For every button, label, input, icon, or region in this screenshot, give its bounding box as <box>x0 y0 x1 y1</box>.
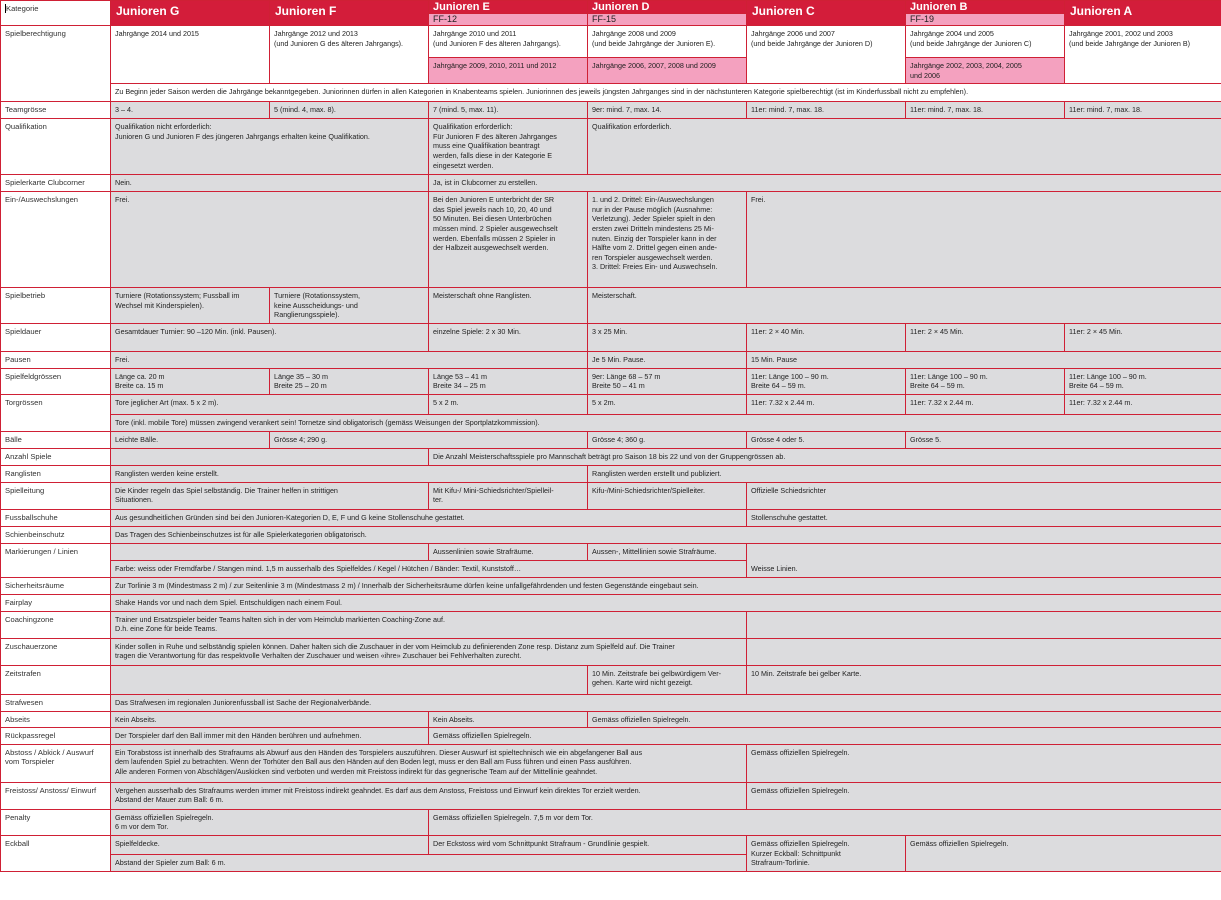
header-junioren-e: Junioren E <box>429 1 588 14</box>
spielberechtigung-b-ff: Jahrgänge 2002, 2003, 2004, 2005 und 2006 <box>906 58 1065 84</box>
markierungen-gd: Farbe: weiss oder Fremdfarbe / Stangen mind. 1,5 m ausserhalb des Spielfeldes / Kegel / Hütchen / Bänder: Textil, Kunststoff… <box>111 560 747 577</box>
torgroessen-note: Tore (inkl. mobile Tore) müssen zwingend verankert sein! Tornetze sind obligatorisch (gemäss Weisungen der Sportplatzkommission). <box>111 414 1221 431</box>
row-label-feldgroessen: Spielfeldgrössen <box>1 368 111 394</box>
spielbetrieb-e: Meisterschaft ohne Ranglisten. <box>429 288 588 324</box>
header-ff19: FF-19 <box>906 14 1065 26</box>
feldgroessen-e: Länge 53 – 41 m Breite 34 – 25 m <box>429 368 588 394</box>
spielbetrieb-g: Turniere (Rotationssystem; Fussball im Wechsel mit Kinderspielen). <box>111 288 270 324</box>
spieldauer-c: 11er: 2 × 40 Min. <box>747 324 906 352</box>
rueckpass-gf: Der Torspieler darf den Ball immer mit den Händen berühren und aufnehmen. <box>111 728 429 745</box>
wechsel-gf: Frei. <box>111 192 429 288</box>
row-label-pausen: Pausen <box>1 352 111 369</box>
qualifikation-da: Qualifikation erforderlich. <box>588 119 1221 175</box>
header-junioren-f: Junioren F <box>270 1 429 26</box>
spielbetrieb-f: Turniere (Rotationssystem, keine Ausscheidungs- und Ranglierungsspiele). <box>270 288 429 324</box>
row-label-wechsel: Ein-/Auswechslungen <box>1 192 111 288</box>
baelle-d: Grösse 4; 360 g. <box>588 431 747 448</box>
sicherheit-all: Zur Torlinie 3 m (Mindestmass 2 m) / zur Seitenlinie 3 m (Mindestmass 2 m) / Innerhalb der Sicherheitsräume dürfen keine unfallgefährdenden und festen Gegenstände eingebaut sein. <box>111 577 1221 594</box>
spieldauer-gf: Gesamtdauer Turnier: 90 –120 Min. (inkl. Pausen). <box>111 324 429 352</box>
zeitstrafen-ca: 10 Min. Zeitstrafe bei gelber Karte. <box>747 665 1221 694</box>
penalty-gf: Gemäss offiziellen Spielregeln. 6 m vor dem Tor. <box>111 809 429 835</box>
row-label-strafwesen: Strafwesen <box>1 694 111 711</box>
torgroessen-d: 5 x 2m. <box>588 394 747 414</box>
feldgroessen-b: 11er: Länge 100 – 90 m. Breite 64 – 59 m. <box>906 368 1065 394</box>
feldgroessen-a: 11er: Länge 100 – 90 m. Breite 64 – 59 m. <box>1065 368 1221 394</box>
row-label-torgroessen: Torgrössen <box>1 394 111 431</box>
row-label-kategorie: Kategorie <box>1 1 111 26</box>
row-label-ranglisten: Ranglisten <box>1 465 111 482</box>
pausen-ge: Frei. <box>111 352 588 369</box>
spielberechtigung-f: Jahrgänge 2012 und 2013 (und Junioren G des älteren Jahrgangs). <box>270 26 429 84</box>
spielberechtigung-e: Jahrgänge 2010 und 2011 (und Junioren F des älteren Jahrgangs). <box>429 26 588 58</box>
baelle-fe: Grösse 4; 290 g. <box>270 431 588 448</box>
row-label-freistoss: Freistoss/ Anstoss/ Einwurf <box>1 782 111 809</box>
eckball-gf: Spielfeldecke. <box>111 835 429 854</box>
eckball-c: Gemäss offiziellen Spielregeln. Kurzer Eckball: Schnittpunkt Strafraum-Torlinie. <box>747 835 906 871</box>
spielleitung-e: Mit Kifu-/ Mini-Schiedsrichter/Spielleil- ter. <box>429 482 588 509</box>
qualifikation-gf: Qualifikation nicht erforderlich: Junioren G und Junioren F des jüngeren Jahrgangs erhalten keine Qualifikation. <box>111 119 429 175</box>
spielleitung-ca: Offizielle Schiedsrichter <box>747 482 1221 509</box>
spieldauer-a: 11er: 2 × 45 Min. <box>1065 324 1221 352</box>
header-junioren-c: Junioren C <box>747 1 906 26</box>
markierungen-e: Aussenlinien sowie Strafräume. <box>429 543 588 560</box>
ranglisten-da: Ranglisten werden erstellt und publiziert. <box>588 465 1221 482</box>
feldgroessen-d: 9er: Länge 68 – 57 m Breite 50 – 41 m <box>588 368 747 394</box>
spielberechtigung-d: Jahrgänge 2008 und 2009 (und beide Jahrgänge der Junioren E). <box>588 26 747 58</box>
baelle-c: Grösse 4 oder 5. <box>747 431 906 448</box>
markierungen-ca: Weisse Linien. <box>747 543 1221 577</box>
zeitstrafen-d: 10 Min. Zeitstrafe bei gelbwürdigem Ver- gehen. Karte wird nicht gezeigt. <box>588 665 747 694</box>
header-ff12: FF-12 <box>429 14 588 26</box>
pausen-ca: 15 Min. Pause <box>747 352 1221 369</box>
row-label-zeitstrafen: Zeitstrafen <box>1 665 111 694</box>
torgroessen-c: 11er: 7.32 x 2.44 m. <box>747 394 906 414</box>
row-label-rueckpass: Rückpassregel <box>1 728 111 745</box>
anzahl-ea: Die Anzahl Meisterschaftsspiele pro Mannschaft beträgt pro Saison 18 bis 22 und von der Gruppengrössen ab. <box>429 448 1221 465</box>
eckball-ed: Der Eckstoss wird vom Schnittpunkt Strafraum - Grundlinie gespielt. <box>429 835 747 854</box>
schuhe-ca: Stollenschuhe gestattet. <box>747 509 1221 526</box>
row-label-spieldauer: Spieldauer <box>1 324 111 352</box>
abseits-da: Gemäss offiziellen Spielregeln. <box>588 711 1221 728</box>
spielberechtigung-c: Jahrgänge 2006 und 2007 (und beide Jahrgänge der Junioren D) <box>747 26 906 84</box>
header-junioren-a: Junioren A <box>1065 1 1221 26</box>
row-label-eckball: Eckball <box>1 835 111 871</box>
spielberechtigung-d-ff: Jahrgänge 2006, 2007, 2008 und 2009 <box>588 58 747 84</box>
strafwesen-all: Das Strafwesen im regionalen Juniorenfussball ist Sache der Regionalverbände. <box>111 694 1221 711</box>
pausen-d: Je 5 Min. Pause. <box>588 352 747 369</box>
freistoss-ca: Gemäss offiziellen Spielregeln. <box>747 782 1221 809</box>
spielleitung-gf: Die Kinder regeln das Spiel selbständig. Die Trainer helfen in strittigen Situationen. <box>111 482 429 509</box>
schoner-all: Das Tragen des Schienbeinschutzes ist für alle Spielerkategorien obligatorisch. <box>111 526 1221 543</box>
spieldauer-d: 3 x 25 Min. <box>588 324 747 352</box>
torgroessen-a: 11er: 7.32 x 2.44 m. <box>1065 394 1221 414</box>
row-label-markierungen: Markierungen / Linien <box>1 543 111 577</box>
spielerkarte-ea: Ja, ist in Clubcorner zu erstellen. <box>429 175 1221 192</box>
row-label-coaching: Coachingzone <box>1 611 111 638</box>
row-label-schuhe: Fussballschuhe <box>1 509 111 526</box>
spielleitung-d: Kifu-/Mini-Schiedsrichter/Spielleiter. <box>588 482 747 509</box>
spieldauer-b: 11er: 2 × 45 Min. <box>906 324 1065 352</box>
anzahl-gf <box>111 448 429 465</box>
feldgroessen-f: Länge 35 – 30 m Breite 25 – 20 m <box>270 368 429 394</box>
abstoss-ca: Gemäss offiziellen Spielregeln. <box>747 744 1221 782</box>
row-label-spielberechtigung: Spielberechtigung <box>1 26 111 102</box>
feldgroessen-g: Länge ca. 20 m Breite ca. 15 m <box>111 368 270 394</box>
teamgroesse-d: 9er: mind. 7, max. 14. <box>588 102 747 119</box>
header-ff15: FF-15 <box>588 14 747 26</box>
teamgroesse-g: 3 – 4. <box>111 102 270 119</box>
row-label-sicherheit: Sicherheitsräume <box>1 577 111 594</box>
eckball-note: Abstand der Spieler zum Ball: 6 m. <box>111 854 747 871</box>
row-label-spielleitung: Spielleitung <box>1 482 111 509</box>
teamgroesse-b: 11er: mind. 7, max. 18. <box>906 102 1065 119</box>
penalty-ea: Gemäss offiziellen Spielregeln. 7,5 m vor dem Tor. <box>429 809 1221 835</box>
teamgroesse-a: 11er: mind. 7, max. 18. <box>1065 102 1221 119</box>
torgroessen-b: 11er: 7.32 x 2.44 m. <box>906 394 1065 414</box>
torgroessen-gf: Tore jeglicher Art (max. 5 x 2 m). <box>111 394 429 414</box>
zuschauer-gd: Kinder sollen in Ruhe und selbständig spielen können. Daher halten sich die Zuschauer in der vom Heimclub zu definierenden Zone resp. Distanz zum Spielfeld auf. Die Trainer tragen die Verantwortung für das respektvolle Verhalten der Zuschauer und weisen «ihre» Zuschauer bei Fehlverhalten zurecht. <box>111 638 747 665</box>
spielberechtigung-a: Jahrgänge 2001, 2002 und 2003 (und beide Jahrgänge der Junioren B) <box>1065 26 1221 84</box>
qualifikation-e: Qualifikation erforderlich: Für Junioren F des älteren Jahrganges muss eine Qualifikation beantragt werden, falls diese in der Kategorie E eingesetzt werden. <box>429 119 588 175</box>
spielberechtigung-note: Zu Beginn jeder Saison werden die Jahrgänge bekanntgegeben. Juniorinnen dürfen in allen Kategorien in Knabenteams spielen. Juniorinnen des jeweils jüngsten Jahrganges sind in der nächstunteren Kategorie spielberechtigt (ist im Kinderfussball nicht zu empfehlen). <box>111 84 1221 102</box>
row-label-zuschauer: Zuschauerzone <box>1 638 111 665</box>
wechsel-d: 1. und 2. Drittel: Ein-/Auswechslungen nur in der Pause möglich (Ausnahme: Verletzung). Jeder Spieler spielt in den ersten zwei Dritteln mindestens 25 Mi- nuten. Einzig der Torspieler kann in der Hälfte vom 2. Drittel gegen einen ande- ren Torspieler ausgewechselt werden. 3. Drittel: Freies Ein- und Auswechseln. <box>588 192 747 288</box>
abstoss-gd: Ein Torabstoss ist innerhalb des Strafraums als Abwurf aus den Händen des Torspielers auszuführen. Dieser Auswurf ist spieltechnisch wie ein abgefangener Ball aus dem laufenden Spiel zu betrachten. Wenn der Torhüter den Ball aus den Händen auf den Boden legt, muss er den Ball am Fuss führen und einen Pass ausführen. Alle anderen Formen von Abschlägen/Auskicken sind verboten und werden mit Freistoss indirekt für das gegnerische Team auf der Mittellinie geahndet. <box>111 744 747 782</box>
header-junioren-b: Junioren B <box>906 1 1065 14</box>
torgroessen-e: 5 x 2 m. <box>429 394 588 414</box>
zeitstrafen-ge <box>111 665 588 694</box>
eckball-ba: Gemäss offiziellen Spielregeln. <box>906 835 1221 871</box>
row-label-spielerkarte: Spielerkarte Clubcorner <box>1 175 111 192</box>
spielberechtigung-e-ff: Jahrgänge 2009, 2010, 2011 und 2012 <box>429 58 588 84</box>
teamgroesse-e: 7 (mind. 5, max. 11). <box>429 102 588 119</box>
markierungen-gf <box>111 543 429 560</box>
row-label-spielbetrieb: Spielbetrieb <box>1 288 111 324</box>
zuschauer-ca <box>747 638 1221 665</box>
header-junioren-d: Junioren D <box>588 1 747 14</box>
spieldauer-e: einzelne Spiele: 2 x 30 Min. <box>429 324 588 352</box>
ranglisten-ge: Ranglisten werden keine erstellt. <box>111 465 588 482</box>
coaching-ca <box>747 611 1221 638</box>
row-label-teamgroesse: Teamgrösse <box>1 102 111 119</box>
spielerkarte-gf: Nein. <box>111 175 429 192</box>
freistoss-gd: Vergehen ausserhalb des Strafraums werden immer mit Freistoss indirekt geahndet. Es darf aus dem Anstoss, Freistoss und Einwurf kein direktes Tor erzielt werden. Abstand der Mauer zum Ball: 6 m. <box>111 782 747 809</box>
spielbetrieb-da: Meisterschaft. <box>588 288 1221 324</box>
rueckpass-ea: Gemäss offiziellen Spielregeln. <box>429 728 1221 745</box>
row-label-schoner: Schienbeinschutz <box>1 526 111 543</box>
wechsel-ca: Frei. <box>747 192 1221 288</box>
row-label-abstoss: Abstoss / Abkick / Auswurf vom Torspieler <box>1 744 111 782</box>
spielberechtigung-g: Jahrgänge 2014 und 2015 <box>111 26 270 84</box>
header-junioren-g: Junioren G <box>111 1 270 26</box>
teamgroesse-f: 5 (mind. 4, max. 8). <box>270 102 429 119</box>
baelle-ba: Grösse 5. <box>906 431 1221 448</box>
row-label-anzahl: Anzahl Spiele <box>1 448 111 465</box>
row-label-penalty: Penalty <box>1 809 111 835</box>
row-label-abseits: Abseits <box>1 711 111 728</box>
wechsel-e: Bei den Junioren E unterbricht der SR das Spiel jeweils nach 10, 20, 40 und 50 Minuten. Bei diesen Unterbrüchen müssen mind. 2 Spieler ausgewechselt werden. Ebenfalls müssen 2 Spieler in der Halbzeit ausgewechselt werden. <box>429 192 588 288</box>
baelle-g: Leichte Bälle. <box>111 431 270 448</box>
markierungen-d: Aussen-, Mittellinien sowie Strafräume. <box>588 543 747 560</box>
feldgroessen-c: 11er: Länge 100 – 90 m. Breite 64 – 59 m. <box>747 368 906 394</box>
coaching-gd: Trainer und Ersatzspieler beider Teams halten sich in der vom Heimclub markierten Coaching-Zone auf. D.h. eine Zone für beide Teams. <box>111 611 747 638</box>
spielberechtigung-b: Jahrgänge 2004 und 2005 (und beide Jahrgänge der Junioren C) <box>906 26 1065 58</box>
row-label-baelle: Bälle <box>1 431 111 448</box>
row-label-fairplay: Fairplay <box>1 594 111 611</box>
teamgroesse-c: 11er: mind. 7, max. 18. <box>747 102 906 119</box>
abseits-e: Kein Abseits. <box>429 711 588 728</box>
abseits-gf: Kein Abseits. <box>111 711 429 728</box>
fairplay-all: Shake Hands vor und nach dem Spiel. Entschuldigen nach einem Foul. <box>111 594 1221 611</box>
row-label-qualifikation: Qualifikation <box>1 119 111 175</box>
schuhe-gd: Aus gesundheitlichen Gründen sind bei den Junioren-Kategorien D, E, F und G keine Stollenschuhe gestattet. <box>111 509 747 526</box>
